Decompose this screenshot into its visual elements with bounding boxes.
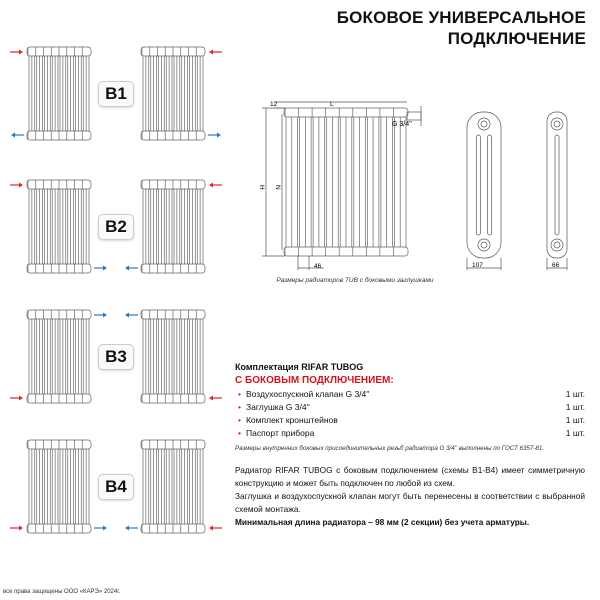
arrow-head — [209, 396, 213, 401]
radiator-top-header — [284, 108, 408, 117]
arrow-head — [19, 50, 23, 55]
arrow-left-icon — [125, 266, 138, 271]
arrow-left-icon — [209, 526, 222, 531]
description-p2: Заглушка и воздухоспускной клапан могут быть перенесены в соответствии с выбранной схемой монтажа. — [235, 491, 585, 514]
dim-H: H — [258, 185, 265, 190]
kit-note: Размеры внутренних боковых присоединительных резьб радиатора G 3/4'' выполнены по ГОСТ 6357-81. — [235, 445, 544, 452]
side-view-port — [478, 118, 490, 130]
arrow-left-icon — [209, 396, 222, 401]
arrow-head — [125, 313, 129, 318]
scheme-label-b4: B4 — [98, 474, 134, 500]
radiator — [284, 108, 408, 256]
kit-item: • Воздухоспускной клапан G 3/4'' 1 шт. — [238, 389, 585, 399]
arrow-right-icon — [10, 396, 23, 401]
kit-heading: Комплектация RIFAR TUBOG — [235, 362, 364, 372]
thread-connector — [407, 112, 421, 120]
side-view-tube — [488, 135, 492, 235]
arrow-head — [209, 50, 213, 55]
arrow-right-icon — [94, 266, 107, 271]
arrow-right-icon — [10, 526, 23, 531]
side-view-port-inner — [481, 121, 487, 127]
kit-section — [235, 362, 585, 452]
arrow-right-icon — [94, 313, 107, 318]
kit-item-qty: 1 шт. — [565, 428, 585, 438]
thread-label: G 3/4'' — [392, 121, 412, 128]
arrow-right-icon — [208, 133, 221, 138]
arrow-head — [209, 183, 213, 188]
arrow-left-icon — [125, 313, 138, 318]
dim-N: N — [274, 185, 281, 190]
scheme-label-b1: B1 — [98, 81, 134, 107]
kit-item-qty: 1 шт. — [565, 389, 585, 399]
arrow-head — [19, 396, 23, 401]
kit-item: • Комплект кронштейнов 1 шт. — [238, 415, 585, 425]
side-view-tube — [476, 135, 480, 235]
side-view-port — [551, 239, 563, 251]
kit-subheading: С БОКОВЫМ ПОДКЛЮЧЕНИЕМ: — [235, 375, 394, 386]
arrow-right-icon — [10, 50, 23, 55]
arrow-head — [217, 133, 221, 138]
kit-item: • Паспорт прибора 1 шт. — [238, 428, 585, 438]
description — [235, 464, 585, 529]
arrow-head — [125, 526, 129, 531]
dim-107: 107 — [472, 262, 483, 269]
radiator — [141, 440, 205, 533]
title-line-2: ПОДКЛЮЧЕНИЕ — [447, 29, 586, 48]
arrow-head — [103, 313, 107, 318]
kit-item-name: Заглушка G 3/4'' — [245, 402, 310, 412]
arrow-left-icon — [125, 526, 138, 531]
arrow-left-icon — [11, 133, 24, 138]
radiator-bottom-header — [284, 247, 408, 256]
arrow-right-icon — [10, 183, 23, 188]
arrow-right-icon — [94, 526, 107, 531]
dim-66: 66 — [552, 262, 560, 269]
kit-item: • Заглушка G 3/4'' 1 шт. — [238, 402, 585, 412]
arrow-head — [103, 266, 107, 271]
arrow-head — [19, 526, 23, 531]
radiator — [141, 180, 205, 273]
side-view-tube — [555, 135, 559, 235]
radiator — [141, 47, 205, 140]
kit-item-name: Воздухоспускной клапан G 3/4'' — [245, 389, 370, 399]
drawing-caption: Размеры радиаторов TUB с боковыми заглушками — [276, 277, 434, 284]
scheme-label-b2: B2 — [98, 214, 134, 240]
arrow-head — [125, 266, 129, 271]
arrow-head — [103, 526, 107, 531]
side-view-port — [478, 239, 490, 251]
title-line-1: БОКОВОЕ УНИВЕРСАЛЬНОЕ — [336, 8, 586, 27]
radiator — [27, 47, 91, 140]
kit-item-qty: 1 шт. — [565, 415, 585, 425]
arrow-head — [11, 133, 15, 138]
radiator — [27, 440, 91, 533]
radiator — [27, 310, 91, 403]
description-p3: Минимальная длина радиатора – 98 мм (2 секции) без учета арматуры. — [235, 517, 530, 527]
side-view-port-inner — [554, 242, 560, 248]
dim-46: 46 — [314, 263, 322, 270]
scheme-label-b3: B3 — [98, 344, 134, 370]
side-view-port — [551, 118, 563, 130]
kit-item-name: Комплект кронштейнов — [245, 415, 338, 425]
dimension-drawing — [240, 90, 600, 280]
copyright-footer: все права защищены ООО «КАРЭ» 2024г. — [3, 589, 121, 595]
side-view-body — [547, 112, 567, 258]
description-p1: Радиатор RIFAR TUBOG с боковым подключением (схемы B1-B4) имеет симметричную конструкцию и может быть подключен по любой из схем. — [235, 465, 585, 488]
arrow-left-icon — [209, 183, 222, 188]
radiator — [141, 310, 205, 403]
arrow-head — [209, 526, 213, 531]
kit-item-name: Паспорт прибора — [245, 428, 315, 438]
radiator — [27, 180, 91, 273]
side-view-port-inner — [481, 242, 487, 248]
arrow-head — [19, 183, 23, 188]
dim-12: 12 — [270, 101, 278, 108]
page-title — [337, 7, 586, 49]
dim-L: L — [330, 101, 334, 108]
kit-item-qty: 1 шт. — [565, 402, 585, 412]
side-view-body — [467, 112, 501, 258]
side-view-port-inner — [554, 121, 560, 127]
arrow-left-icon — [209, 50, 222, 55]
